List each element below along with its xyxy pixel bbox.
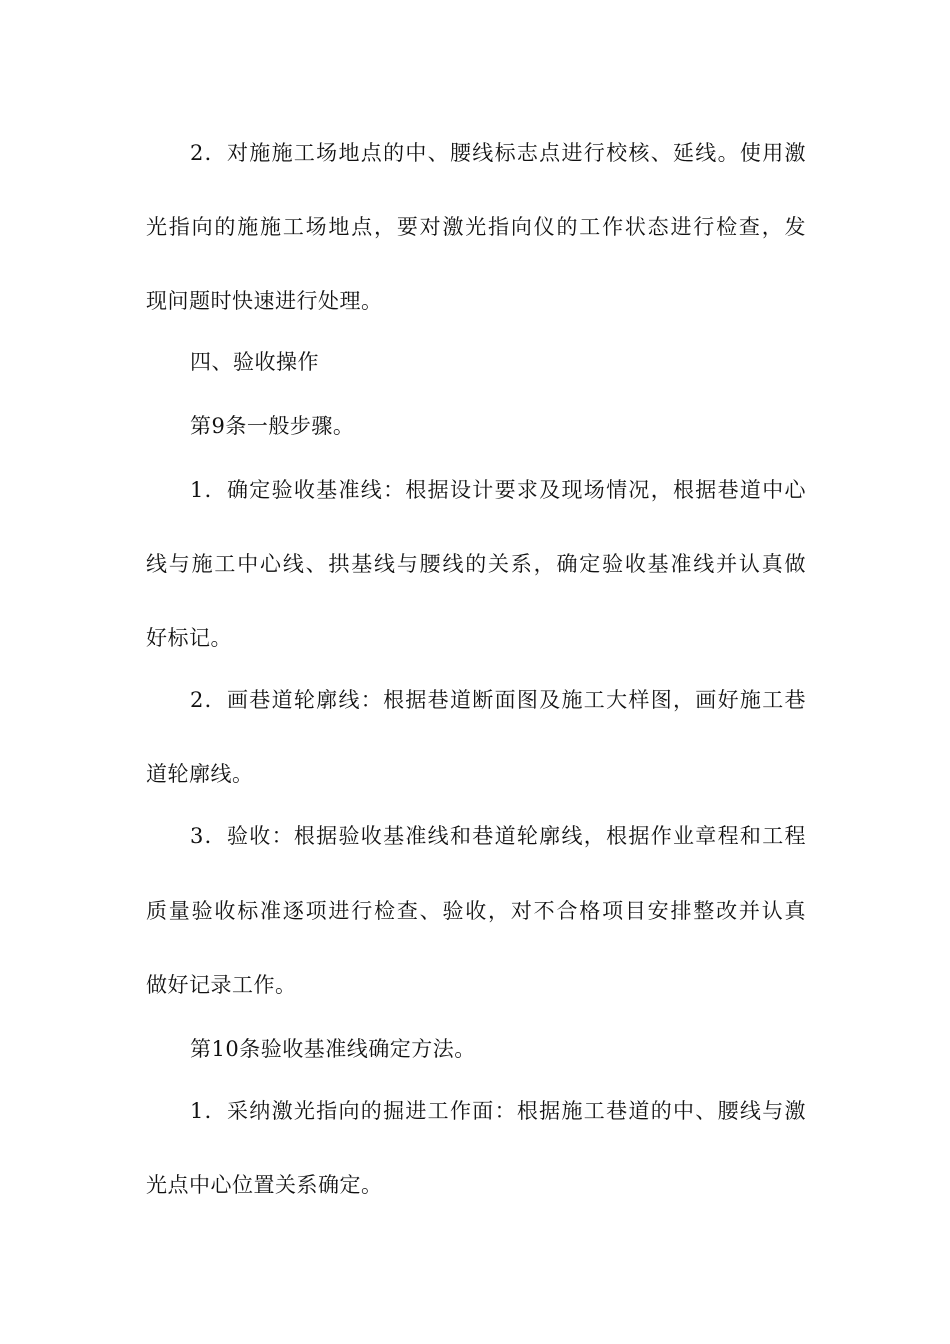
section-heading: 四、验收操作 <box>190 350 319 374</box>
paragraph-line: 2．对施施工场地点的中、腰线标志点进行校核、延线。使用激 <box>190 141 806 165</box>
paragraph-line: 好标记。 <box>146 626 232 650</box>
paragraph-line: 1．确定验收基准线：根据设计要求及现场情况，根据巷道中心 <box>190 478 806 502</box>
paragraph-line: 光点中心位置关系确定。 <box>146 1173 383 1197</box>
paragraph-line: 质量验收标准逐项进行检查、验收，对不合格项目安排整改并认真 <box>146 899 806 923</box>
paragraph-line: 1．采纳激光指向的掘进工作面：根据施工巷道的中、腰线与激 <box>190 1099 806 1123</box>
paragraph-line: 现问题时快速进行处理。 <box>146 289 383 313</box>
paragraph-line: 光指向的施施工场地点，要对激光指向仪的工作状态进行检查，发 <box>146 215 806 239</box>
article-heading: 第10条验收基准线确定方法。 <box>190 1037 476 1061</box>
article-heading: 第9条一般步骤。 <box>190 414 355 438</box>
paragraph-line: 线与施工中心线、拱基线与腰线的关系，确定验收基准线并认真做 <box>146 552 806 576</box>
paragraph-line: 3．验收：根据验收基准线和巷道轮廓线，根据作业章程和工程 <box>190 824 806 848</box>
paragraph-line: 做好记录工作。 <box>146 973 297 997</box>
paragraph-line: 道轮廓线。 <box>146 762 254 786</box>
paragraph-line: 2．画巷道轮廓线：根据巷道断面图及施工大样图，画好施工巷 <box>190 688 806 712</box>
